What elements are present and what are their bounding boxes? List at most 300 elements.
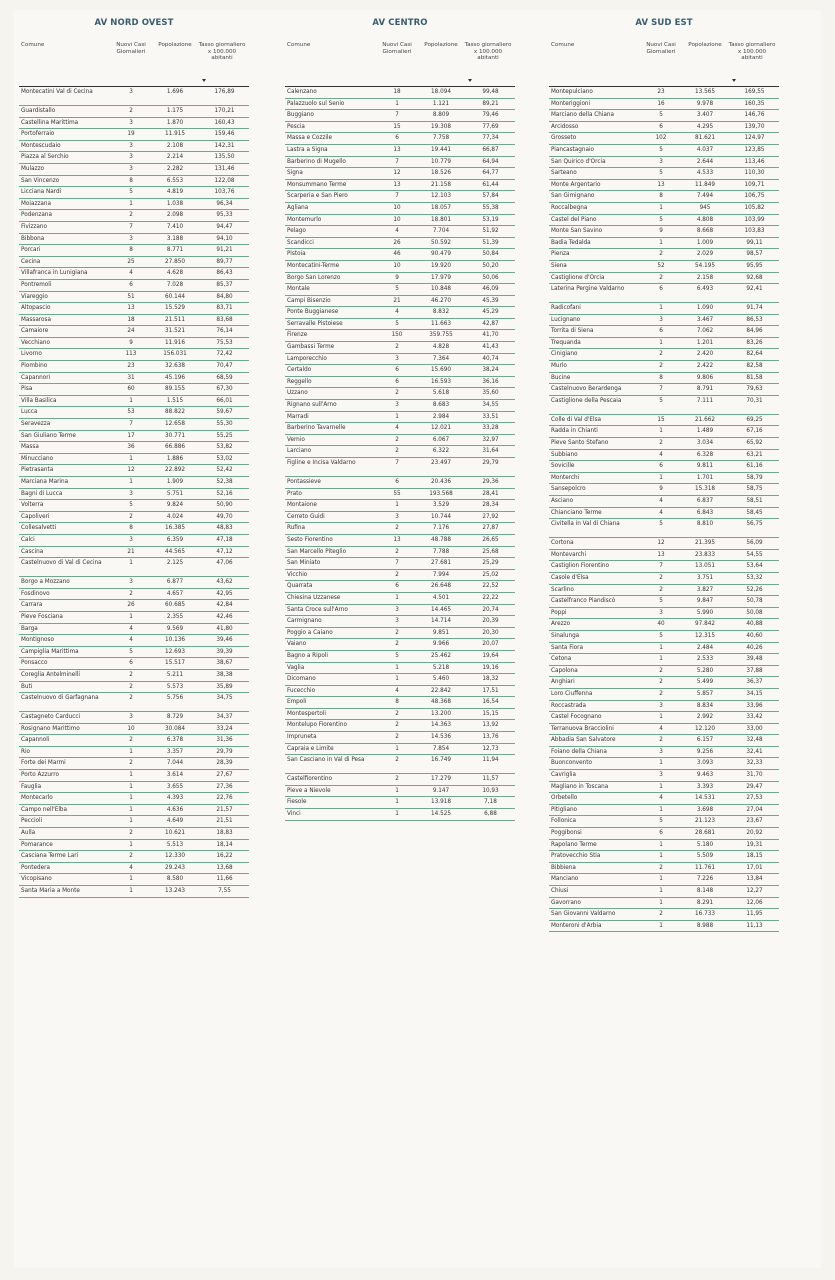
cell-comune: Pontedera	[21, 864, 50, 871]
table-row	[285, 709, 515, 721]
cell-popolazione: 8.668	[696, 228, 714, 235]
cell-comune: Agliana	[287, 204, 309, 211]
cell-tasso: 77,69	[482, 123, 499, 130]
cell-nuovi-casi: 1	[659, 783, 663, 790]
cell-comune: Manciano	[551, 876, 579, 883]
cell-tasso: 65,92	[746, 440, 763, 447]
cell-nuovi-casi: 2	[659, 363, 663, 370]
cell-popolazione: 3.188	[166, 235, 184, 242]
cell-tasso: 29,79	[216, 748, 233, 755]
cell-popolazione: 28.681	[695, 830, 715, 837]
cell-nuovi-casi: 12	[657, 540, 665, 547]
cell-popolazione: 30.084	[165, 725, 185, 732]
cell-tasso: 58,45	[746, 509, 763, 516]
cell-comune: San Giuliano Terme	[21, 432, 76, 439]
cell-tasso: 29,47	[746, 783, 763, 790]
cell-comune: Chiesina Uzzanese	[287, 594, 341, 601]
table-title: AV CENTRO	[372, 18, 428, 28]
cell-comune: Roccalbegna	[551, 204, 588, 211]
cell-popolazione: 46.270	[431, 297, 451, 304]
cell-nuovi-casi: 12	[127, 467, 135, 474]
table-row	[549, 226, 779, 238]
table-row	[19, 747, 249, 759]
table-row	[19, 805, 249, 817]
cell-nuovi-casi: 2	[395, 525, 399, 532]
cell-popolazione: 9.147	[432, 787, 450, 794]
cell-popolazione: 12.021	[431, 425, 451, 432]
cell-comune: Badia Tedalda	[551, 239, 591, 246]
column-header[interactable]: Comune	[551, 42, 575, 48]
cell-popolazione: 12.658	[165, 421, 185, 428]
cell-comune: Bibbiena	[551, 864, 576, 871]
cell-tasso: 79,63	[746, 386, 763, 393]
cell-nuovi-casi: 1	[395, 502, 399, 509]
column-header[interactable]: Nuovi Casi Giornalieri	[646, 42, 676, 55]
cell-popolazione: 19.308	[431, 123, 451, 130]
table-row	[19, 164, 249, 176]
cell-tasso: 49,70	[216, 513, 233, 520]
table-row	[19, 384, 249, 396]
column-header[interactable]: Comune	[21, 42, 45, 48]
cell-nuovi-casi: 7	[659, 386, 663, 393]
cell-comune: Cortona	[551, 540, 574, 547]
cell-popolazione: 1.009	[696, 239, 714, 246]
sort-desc-icon[interactable]	[202, 79, 206, 82]
table-row	[549, 701, 779, 713]
cell-comune: Castiglion Fiorentino	[551, 563, 610, 570]
table-row	[19, 647, 249, 659]
cell-comune: Villafranca in Lunigiana	[21, 270, 88, 277]
cell-tasso: 58,75	[746, 486, 763, 493]
cell-popolazione: 8.148	[696, 888, 714, 894]
cell-nuovi-casi: 1	[659, 474, 663, 481]
cell-nuovi-casi: 18	[393, 89, 401, 95]
cell-nuovi-casi: 3	[129, 235, 133, 242]
cell-popolazione: 16.749	[431, 757, 451, 764]
cell-popolazione: 7.494	[696, 193, 714, 200]
cell-comune: Calci	[21, 536, 35, 543]
cell-popolazione: 50.592	[431, 239, 451, 246]
cell-nuovi-casi: 3	[659, 772, 663, 779]
cell-tasso: 46,09	[482, 286, 499, 293]
cell-tasso: 32,48	[746, 737, 763, 744]
column-header[interactable]: Popolazione	[424, 42, 458, 48]
cell-nuovi-casi: 26	[393, 239, 401, 246]
cell-tasso: 21,51	[216, 818, 233, 825]
cell-nuovi-casi: 1	[395, 100, 399, 107]
table-row	[19, 793, 249, 805]
cell-comune: Cascina	[21, 548, 44, 555]
table-row	[549, 724, 779, 736]
cell-tasso: 52,42	[216, 467, 233, 474]
cell-popolazione: 8.810	[696, 521, 714, 528]
cell-comune: Foiano della Chiana	[551, 748, 607, 755]
cell-popolazione: 3.529	[432, 502, 450, 509]
cell-tasso: 38,38	[216, 671, 233, 678]
table-row	[285, 686, 515, 698]
column-header[interactable]: Tasso giornaliero x 100.000 abitanti	[728, 42, 776, 62]
cell-popolazione: 1.909	[166, 479, 184, 485]
table-row	[19, 118, 249, 130]
cell-comune: Sarteano	[551, 170, 577, 177]
cell-popolazione: 15.517	[165, 660, 185, 667]
cell-nuovi-casi: 7	[395, 158, 399, 165]
cell-tasso: 42,87	[482, 320, 499, 327]
table-row	[19, 407, 249, 419]
cell-nuovi-casi: 2	[395, 722, 399, 729]
cell-comune: Fauglia	[21, 783, 42, 790]
cell-popolazione: 6.328	[696, 451, 714, 458]
table-row	[285, 674, 515, 686]
cell-nuovi-casi: 1	[659, 339, 663, 346]
cell-tasso: 34,15	[746, 690, 763, 697]
table-row	[19, 349, 249, 361]
cell-comune: Montale	[287, 286, 310, 293]
cell-nuovi-casi: 53	[127, 409, 135, 416]
cell-tasso: 11,57	[482, 776, 499, 783]
cell-popolazione: 10.744	[431, 513, 451, 520]
column-header[interactable]: Tasso giornaliero x 100.000 abitanti	[198, 42, 246, 62]
cell-comune: Sesto Fiorentino	[287, 536, 333, 543]
cell-comune: Cinigiano	[551, 351, 578, 358]
cell-tasso: 17,51	[482, 687, 499, 694]
column-header[interactable]: Comune	[287, 42, 311, 48]
cell-nuovi-casi: 2	[659, 667, 663, 674]
table-row	[285, 435, 515, 447]
cell-popolazione: 54.195	[695, 262, 715, 269]
cell-popolazione: 6.378	[166, 737, 184, 744]
cell-comune: Guardistallo	[21, 108, 56, 114]
cell-nuovi-casi: 3	[659, 702, 663, 709]
cell-nuovi-casi: 2	[395, 776, 399, 783]
cell-nuovi-casi: 36	[127, 444, 135, 451]
cell-tasso: 84,96	[746, 328, 763, 335]
column-header[interactable]: Popolazione	[158, 42, 192, 48]
table-row	[549, 338, 779, 350]
cell-nuovi-casi: 5	[395, 320, 399, 327]
cell-comune: Castelnuovo di Val di Cecina	[21, 560, 102, 567]
table-row	[19, 292, 249, 304]
cell-tasso: 106,75	[744, 193, 765, 200]
table-row	[285, 732, 515, 744]
cell-nuovi-casi: 5	[659, 632, 663, 639]
table-row	[285, 755, 515, 774]
cell-popolazione: 4.657	[166, 590, 184, 597]
cell-tasso: 56,09	[746, 540, 763, 547]
cell-tasso: 41,80	[216, 625, 233, 632]
cell-popolazione: 5.180	[696, 841, 714, 848]
cell-comune: Castiglione d'Orcia	[551, 274, 605, 281]
cell-nuovi-casi: 13	[657, 181, 665, 188]
cell-tasso: 7,55	[218, 888, 231, 894]
cell-tasso: 55,30	[216, 421, 233, 428]
cell-popolazione: 6.837	[696, 498, 714, 504]
cell-popolazione: 2.098	[166, 212, 184, 219]
table-row	[549, 133, 779, 145]
cell-comune: Camaiore	[21, 328, 49, 335]
table-row	[19, 535, 249, 547]
cell-nuovi-casi: 4	[129, 625, 133, 632]
cell-popolazione: 7.111	[696, 397, 714, 404]
cell-tasso: 40,74	[482, 355, 499, 362]
cell-tasso: 99,48	[482, 89, 499, 95]
cell-tasso: 47,12	[216, 548, 233, 555]
cell-nuovi-casi: 1	[395, 664, 399, 671]
cell-comune: Figline e Incisa Valdarno	[287, 460, 356, 466]
table-row	[285, 558, 515, 570]
table-row	[549, 851, 779, 863]
cell-comune: Buti	[21, 683, 33, 690]
cell-tasso: 139,70	[744, 123, 765, 130]
cell-popolazione: 12.120	[695, 725, 715, 732]
cell-nuovi-casi: 4	[659, 498, 663, 504]
cell-nuovi-casi: 1	[395, 799, 399, 806]
cell-tasso: 29,79	[482, 460, 499, 466]
cell-tasso: 82,64	[746, 351, 763, 358]
cell-tasso: 53,32	[746, 574, 763, 581]
cell-tasso: 42,46	[216, 613, 233, 620]
cell-popolazione: 2.108	[166, 142, 184, 149]
table-row	[285, 535, 515, 547]
table-row	[285, 226, 515, 238]
cell-comune: Montevarchi	[551, 551, 587, 558]
sort-desc-icon[interactable]	[732, 79, 736, 82]
cell-tasso: 99,11	[746, 239, 763, 246]
table-row	[285, 284, 515, 296]
cell-tasso: 38,67	[216, 660, 233, 667]
cell-comune: Magliano in Toscana	[551, 783, 609, 790]
cell-nuovi-casi: 13	[393, 181, 401, 188]
cell-comune: Anghiari	[551, 679, 575, 686]
table-row	[19, 558, 249, 577]
cell-comune: Bagno a Ripoli	[287, 652, 328, 659]
cell-nuovi-casi: 2	[395, 641, 399, 648]
table-row	[549, 284, 779, 303]
table-row	[549, 438, 779, 450]
cell-nuovi-casi: 6	[659, 463, 663, 470]
table-row	[19, 268, 249, 280]
cell-nuovi-casi: 2	[129, 671, 133, 678]
cell-popolazione: 1.701	[696, 474, 714, 481]
table-row	[285, 570, 515, 582]
table-row	[19, 419, 249, 431]
cell-tasso: 83,26	[746, 339, 763, 346]
cell-tasso: 123,85	[744, 146, 765, 153]
cell-tasso: 50,20	[482, 262, 499, 269]
cell-popolazione: 13.200	[431, 710, 451, 717]
table-row	[549, 326, 779, 338]
cell-tasso: 20,39	[482, 618, 499, 625]
cell-popolazione: 5.280	[696, 667, 714, 674]
cell-nuovi-casi: 7	[395, 560, 399, 567]
table-row	[549, 519, 779, 538]
cell-comune: Capannoli	[21, 737, 50, 744]
cell-popolazione: 9.569	[166, 625, 184, 632]
cell-comune: Montepulciano	[551, 89, 593, 95]
table-row	[19, 512, 249, 524]
cell-popolazione: 18.057	[431, 204, 451, 211]
cell-popolazione: 9.824	[166, 502, 184, 509]
cell-comune: Calenzano	[287, 89, 317, 95]
cell-popolazione: 359.755	[429, 332, 453, 339]
cell-comune: Borgo a Mozzano	[21, 579, 70, 586]
cell-comune: Signa	[287, 170, 303, 177]
cell-nuovi-casi: 1	[659, 714, 663, 721]
cell-comune: Coreglia Antelminelli	[21, 671, 80, 678]
cell-comune: Terranuova Bracciolini	[551, 725, 614, 732]
table-row	[19, 187, 249, 199]
cell-nuovi-casi: 2	[659, 351, 663, 358]
table-row	[285, 616, 515, 628]
cell-tasso: 40,60	[746, 632, 763, 639]
cell-comune: Monteriggioni	[551, 100, 591, 107]
cell-nuovi-casi: 2	[659, 251, 663, 258]
cell-popolazione: 11.849	[695, 181, 715, 188]
dashboard-card	[14, 10, 821, 1268]
cell-popolazione: 13.565	[695, 89, 715, 95]
cell-tasso: 11,13	[746, 922, 763, 929]
cell-tasso: 122,08	[214, 177, 235, 184]
column-header[interactable]: Nuovi Casi Giornalieri	[382, 42, 412, 55]
cell-popolazione: 1.038	[166, 200, 184, 207]
cell-popolazione: 5.218	[432, 664, 450, 671]
cell-comune: Capoliveri	[21, 513, 50, 520]
sort-desc-icon[interactable]	[468, 79, 472, 82]
cell-tasso: 35,60	[482, 390, 499, 397]
cell-tasso: 50,90	[216, 502, 233, 509]
cell-tasso: 69,25	[746, 416, 763, 423]
cell-popolazione: 5.990	[696, 609, 714, 616]
cell-comune: Monteroni d'Arbia	[551, 922, 602, 929]
cell-tasso: 34,75	[216, 695, 233, 702]
cell-nuovi-casi: 8	[659, 374, 663, 381]
cell-comune: Castel Focognano	[551, 714, 602, 721]
cell-comune: Poppi	[551, 609, 567, 616]
table-header	[285, 42, 515, 87]
cell-comune: Laterina Pergine Valdarno	[551, 286, 625, 293]
table-row	[19, 396, 249, 408]
table-row	[285, 87, 515, 99]
cell-nuovi-casi: 2	[659, 274, 663, 281]
cell-popolazione: 12.693	[165, 648, 185, 655]
cell-tasso: 25,29	[482, 560, 499, 567]
table-row	[285, 744, 515, 756]
column-header[interactable]: Popolazione	[688, 42, 722, 48]
table-row	[285, 412, 515, 424]
cell-tasso: 19,31	[746, 841, 763, 848]
cell-popolazione: 18.526	[431, 170, 451, 177]
cell-nuovi-casi: 5	[659, 170, 663, 177]
table-row	[549, 631, 779, 643]
cell-popolazione: 3.827	[696, 586, 714, 593]
cell-popolazione: 1.489	[696, 428, 714, 435]
cell-nuovi-casi: 6	[395, 583, 399, 590]
cell-comune: Gambassi Terme	[287, 344, 335, 351]
cell-comune: Santa Fiora	[551, 644, 583, 651]
cell-popolazione: 9.851	[432, 629, 450, 636]
cell-popolazione: 2.029	[696, 251, 714, 258]
cell-nuovi-casi: 1	[395, 594, 399, 601]
cell-popolazione: 26.648	[431, 583, 451, 590]
cell-tasso: 72,42	[216, 351, 233, 358]
cell-nuovi-casi: 2	[659, 586, 663, 593]
cell-nuovi-casi: 1	[659, 239, 663, 246]
cell-popolazione: 16.385	[165, 525, 185, 532]
table-row	[549, 415, 779, 427]
cell-tasso: 64,77	[482, 170, 499, 177]
cell-tasso: 25,68	[482, 548, 499, 555]
table-row	[19, 222, 249, 234]
table-row	[285, 191, 515, 203]
table-row	[19, 577, 249, 589]
cell-comune: Montemurlo	[287, 216, 322, 223]
cell-comune: Rignano sull'Arno	[287, 402, 337, 409]
table-row	[549, 550, 779, 562]
column-header[interactable]: Tasso giornaliero x 100.000 abitanti	[464, 42, 512, 62]
table-row	[285, 797, 515, 809]
cell-tasso: 95,95	[746, 262, 763, 269]
table-row	[549, 573, 779, 585]
table-row	[549, 643, 779, 655]
cell-popolazione: 4.628	[166, 270, 184, 277]
cell-nuovi-casi: 2	[129, 760, 133, 767]
cell-comune: Pontassieve	[287, 479, 321, 485]
column-header[interactable]: Nuovi Casi Giornalieri	[116, 42, 146, 55]
cell-nuovi-casi: 2	[659, 690, 663, 697]
cell-comune: Carrara	[21, 602, 43, 609]
cell-comune: Bibbona	[21, 235, 45, 242]
cell-tasso: 20,92	[746, 830, 763, 837]
cell-nuovi-casi: 1	[659, 428, 663, 435]
cell-comune: Arcidosso	[551, 123, 579, 130]
table-row	[19, 176, 249, 188]
cell-nuovi-casi: 2	[395, 390, 399, 397]
cell-comune: Marciano della Chiana	[551, 112, 614, 119]
cell-popolazione: 27.681	[431, 560, 451, 567]
cell-tasso: 89,77	[216, 258, 233, 265]
table-row	[549, 145, 779, 157]
cell-tasso: 159,46	[214, 131, 235, 138]
cell-tasso: 55,25	[216, 432, 233, 439]
table-row	[19, 658, 249, 670]
cell-nuovi-casi: 16	[657, 100, 665, 107]
cell-popolazione: 7.704	[432, 228, 450, 235]
table-row	[285, 296, 515, 308]
table-row	[549, 898, 779, 910]
cell-comune: Radda in Chianti	[551, 428, 598, 435]
cell-nuovi-casi: 19	[127, 131, 135, 138]
cell-tasso: 169,55	[744, 89, 765, 95]
cell-nuovi-casi: 6	[395, 135, 399, 142]
table-row	[285, 377, 515, 389]
cell-popolazione: 22.892	[165, 467, 185, 474]
cell-nuovi-casi: 2	[659, 737, 663, 744]
cell-popolazione: 9.811	[696, 463, 714, 470]
cell-popolazione: 18.801	[431, 216, 451, 223]
cell-nuovi-casi: 5	[659, 397, 663, 404]
cell-nuovi-casi: 6	[659, 830, 663, 837]
cell-tasso: 170,21	[214, 108, 235, 114]
table-row	[285, 273, 515, 285]
cell-popolazione: 10.848	[431, 286, 451, 293]
cell-popolazione: 193.568	[429, 490, 453, 497]
cell-tasso: 50,06	[482, 274, 499, 281]
cell-nuovi-casi: 3	[659, 316, 663, 323]
cell-comune: Campo nell'Elba	[21, 806, 67, 813]
cell-nuovi-casi: 4	[129, 637, 133, 644]
table-row	[19, 152, 249, 164]
cell-popolazione: 1.886	[166, 455, 184, 462]
